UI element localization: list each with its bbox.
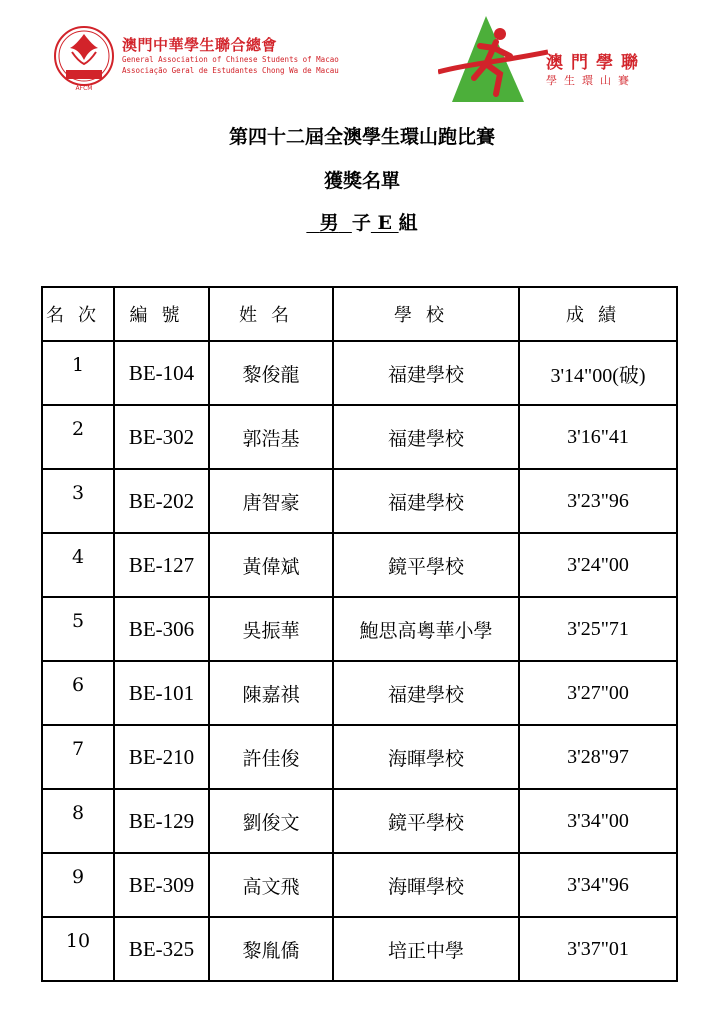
race-brand-header bbox=[438, 12, 678, 104]
table-row bbox=[42, 725, 677, 789]
group-suffix: 組 bbox=[398, 212, 418, 234]
school-cell: 鏡平學校 bbox=[333, 533, 519, 597]
bib-number-cell: BE-127 bbox=[114, 533, 209, 597]
bib-number-cell: BE-306 bbox=[114, 597, 209, 661]
finish-time-cell: 3'28"97 bbox=[519, 725, 677, 789]
event-title: 第四十二屆全澳學生環山跑比賽 bbox=[228, 126, 495, 148]
finish-time-cell: 3'24"00 bbox=[519, 533, 677, 597]
school-cell: 鏡平學校 bbox=[333, 789, 519, 853]
rank-cell: 8 bbox=[42, 789, 114, 853]
header-name: 姓名 bbox=[209, 287, 333, 341]
table-row bbox=[42, 853, 677, 917]
award-list-title: 獲獎名單 bbox=[323, 170, 400, 192]
school-cell: 福建學校 bbox=[333, 341, 519, 405]
association-name-pt: Associação Geral de Estudantes Chong Wa de Macau bbox=[122, 66, 339, 75]
school-cell: 海暉學校 bbox=[333, 725, 519, 789]
table-row bbox=[42, 469, 677, 533]
header-rank: 名次 bbox=[42, 287, 114, 341]
bib-number-cell: BE-302 bbox=[114, 405, 209, 469]
rank-cell: 1 bbox=[42, 341, 114, 405]
athlete-name-cell: 許佳俊 bbox=[209, 725, 333, 789]
race-brand-text bbox=[546, 52, 646, 88]
finish-time-cell: 3'25"71 bbox=[519, 597, 677, 661]
finish-time-cell: 3'16"41 bbox=[519, 405, 677, 469]
table-row bbox=[42, 597, 677, 661]
table-header-row bbox=[42, 287, 677, 341]
athlete-name-cell: 黎胤僑 bbox=[209, 917, 333, 981]
bib-number-cell: BE-104 bbox=[114, 341, 209, 405]
table-row bbox=[42, 405, 677, 469]
bib-number-cell: BE-210 bbox=[114, 725, 209, 789]
svg-text:AFCM: AFCM bbox=[75, 85, 93, 92]
header-time: 成績 bbox=[519, 287, 677, 341]
finish-time-cell: 3'23"96 bbox=[519, 469, 677, 533]
finish-time-cell: 3'37"01 bbox=[519, 917, 677, 981]
school-cell: 福建學校 bbox=[333, 469, 519, 533]
group-gender: 男 bbox=[319, 212, 339, 234]
bib-number-cell: BE-325 bbox=[114, 917, 209, 981]
group-word: 子 bbox=[351, 212, 371, 234]
rank-cell: 2 bbox=[42, 405, 114, 469]
school-cell: 福建學校 bbox=[333, 405, 519, 469]
group-title bbox=[0, 208, 724, 235]
athlete-name-cell: 郭浩基 bbox=[209, 405, 333, 469]
rank-cell: 6 bbox=[42, 661, 114, 725]
association-name-block bbox=[122, 36, 342, 76]
table-row bbox=[42, 533, 677, 597]
bib-number-cell: BE-202 bbox=[114, 469, 209, 533]
bib-number-cell: BE-129 bbox=[114, 789, 209, 853]
school-cell: 鮑思高粵華小學 bbox=[333, 597, 519, 661]
association-header bbox=[52, 22, 339, 96]
athlete-name-cell: 唐智豪 bbox=[209, 469, 333, 533]
athlete-name-cell: 黎俊龍 bbox=[209, 341, 333, 405]
header-code: 編號 bbox=[114, 287, 209, 341]
table-row bbox=[42, 661, 677, 725]
runner-triangle-logo bbox=[438, 12, 548, 104]
association-name-en: General Association of Chinese Students of Macao bbox=[122, 55, 339, 64]
table-row bbox=[42, 917, 677, 981]
athlete-name-cell: 吳振華 bbox=[209, 597, 333, 661]
athlete-name-cell: 高文飛 bbox=[209, 853, 333, 917]
athlete-name-cell: 劉俊文 bbox=[209, 789, 333, 853]
rank-cell: 5 bbox=[42, 597, 114, 661]
finish-time-cell: 3'34"00 bbox=[519, 789, 677, 853]
table-row bbox=[42, 789, 677, 853]
rank-cell: 3 bbox=[42, 469, 114, 533]
group-letter: E bbox=[377, 212, 392, 234]
results-table-body bbox=[42, 341, 677, 981]
bib-number-cell: BE-101 bbox=[114, 661, 209, 725]
race-brand-subtitle: 學生環山賽 bbox=[546, 74, 636, 87]
association-name-zh: 澳門中華學生聯合總會 bbox=[122, 36, 278, 54]
table-row bbox=[42, 341, 677, 405]
athlete-name-cell: 黃偉斌 bbox=[209, 533, 333, 597]
header-school: 學校 bbox=[333, 287, 519, 341]
athlete-name-cell: 陳嘉祺 bbox=[209, 661, 333, 725]
race-brand-zh: 澳門學聯 bbox=[546, 53, 646, 73]
rank-cell: 10 bbox=[42, 917, 114, 981]
association-seal-logo bbox=[52, 22, 116, 94]
rank-cell: 4 bbox=[42, 533, 114, 597]
finish-time-cell: 3'14"00(破) bbox=[519, 341, 677, 405]
rank-cell: 7 bbox=[42, 725, 114, 789]
rank-cell: 9 bbox=[42, 853, 114, 917]
finish-time-cell: 3'34"96 bbox=[519, 853, 677, 917]
results-table bbox=[41, 286, 678, 982]
finish-time-cell: 3'27"00 bbox=[519, 661, 677, 725]
school-cell: 福建學校 bbox=[333, 661, 519, 725]
school-cell: 海暉學校 bbox=[333, 853, 519, 917]
bib-number-cell: BE-309 bbox=[114, 853, 209, 917]
school-cell: 培正中學 bbox=[333, 917, 519, 981]
